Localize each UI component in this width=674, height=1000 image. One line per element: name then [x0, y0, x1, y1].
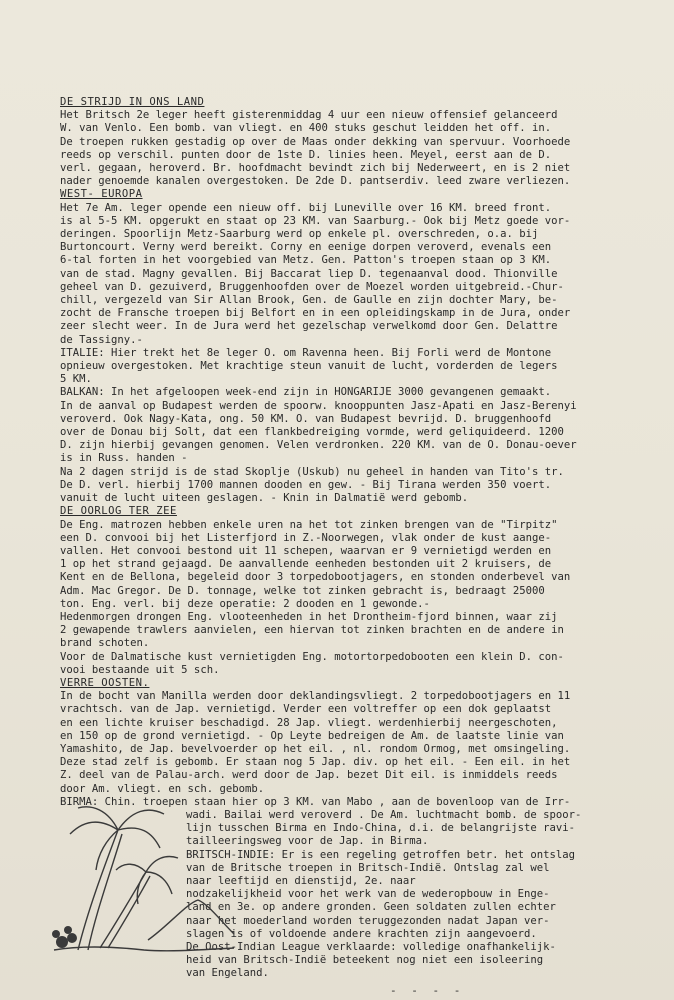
text-line: veroverd. Ook Nagy-Kata, ong. 50 KM. O. van Budapest bevrijd. D. bruggenhoofd: [60, 412, 552, 425]
text-line: Z. deel van de Palau-arch. werd door de Jap. bezet Dit eil. is inmiddels reeds: [60, 769, 558, 782]
footer-dashes: - - - -: [390, 984, 465, 997]
text-line: 2 gewapende trawlers aanvielen, een hiervan tot zinken brachten en de andere in: [60, 624, 564, 637]
text-line: Na 2 dagen strijd is de stad Skoplje (Uskub) nu geheel in handen van Tito's tr.: [60, 465, 564, 478]
section-heading-west: WEST- EUROPA: [60, 188, 143, 201]
text-line: is in Russ. handen -: [60, 452, 188, 465]
text-line: slagen is of voldoende andere krachten zijn aangevoerd.: [186, 927, 537, 940]
text-line: 1 op het strand gejaagd. De aanvallende eenheden bestonden uit 2 kruisers, de: [60, 558, 552, 571]
section-italie: [60, 347, 632, 387]
text-line: De D. verl. hierbij 1700 mannen dooden en gew. - Bij Tirana werden 350 voert.: [60, 478, 552, 491]
text-line: van Engeland.: [186, 967, 269, 980]
text-line: is al 5-5 KM. opgerukt en staat op 23 KM. van Saarburg.- Ook bij Metz goede vor-: [60, 214, 571, 227]
text-line: Yamashito, de Jap. bevelvoerder op het eil. , nl. rondom Ormog, met omsingeling.: [60, 742, 571, 755]
text-line: van de stad. Magny gevallen. Bij Baccarat liep D. tegenaanval dood. Thionville: [60, 267, 558, 280]
text-line: verl. gegaan, heroverd. Br. hoofdmacht bevindt zich bij Nederweert, en is 2 niet: [60, 162, 571, 175]
text-line: vrachtsch. van de Jap. vernietigd. Verder een voltreffer op een dok geplaatst: [60, 703, 552, 716]
palm-tree-illustration: [48, 800, 238, 960]
text-line: Burtoncourt. Verny werd bereikt. Corny en eenige dorpen veroverd, evenals een: [60, 241, 552, 254]
text-line: Deze stad zelf is gebomb. Er staan nog 5 Jap. div. op het eil. - Een eil. in het: [60, 756, 571, 769]
text-line: zeer slecht weer. In de Jura werd het gezelschap verwelkomd door Gen. Delattre: [60, 320, 558, 333]
text-line: Kent en de Bellona, begeleid door 3 torpedobootjagers, en stonden onderbevel van: [60, 571, 571, 584]
text-line: lijn tusschen Birma en Indo-China, d.i. de belangrijste ravi-: [186, 822, 576, 835]
text-line: een D. convooi bij het Listerfjord in Z.-Noorwegen, vlak onder de kust aange-: [60, 531, 552, 544]
text-line: vallen. Het convooi bestond uit 11 schepen, waarvan er 9 vernietigd werden en: [60, 544, 552, 557]
text-line: brand schoten.: [60, 637, 150, 650]
section-front: [60, 96, 632, 188]
text-line: BRITSCH-INDIE: Er is een regeling getroffen betr. het ontslag: [186, 848, 576, 861]
text-line: Hedenmorgen drongen Eng. vlooteenheden in het Drontheim-fjord binnen, waar zij: [60, 610, 558, 623]
text-line: geheel van D. gezuiverd, Bruggenhoofden over de Moezel worden uitgebreid.-Chur-: [60, 280, 564, 293]
text-line: vanuit de lucht uiteen geslagen. - Knin in Dalmatië werd gebomb.: [60, 492, 469, 505]
text-line: 5 KM.: [60, 373, 92, 386]
text-line: wadi. Bailai werd veroverd . De Am. luchtmacht bomb. de spoor-: [186, 808, 582, 821]
text-line: land en 3e. op andere gronden. Geen soldaten zullen echter: [186, 901, 556, 914]
text-line: opnieuw overgestoken. Met krachtige steun vanuit de lucht, vorderden de legers: [60, 360, 558, 373]
section-balkan: [60, 386, 632, 505]
text-line: De Eng. matrozen hebben enkele uren na het tot zinken brengen van de "Tirpitz": [60, 518, 558, 531]
text-line: W. van Venlo. Een bomb. van vliegt. en 400 stuks geschut leidden het off. in.: [60, 122, 552, 135]
text-line: In de bocht van Manilla werden door deklandingsvliegt. 2 torpedobootjagers en 11: [60, 690, 571, 703]
text-line: chill, vergezeld van Sir Allan Brook, Gen. de Gaulle en zijn dochter Mary, be-: [60, 294, 558, 307]
text-line: D. zijn hierbij gevangen genomen. Velen verdronken. 220 KM. van de O. Donau-oever: [60, 439, 577, 452]
section-west-europa: [60, 188, 632, 346]
text-line: reeds op verschil. punten door de 1ste D. linies heen. Meyel, eerst aan de D.: [60, 148, 552, 161]
section-zee: [60, 505, 632, 677]
text-line: De Oost-Indian League verklaarde: volledige onafhankelijk-: [186, 941, 556, 953]
text-line: heid van Britsch-Indië beteekent nog niet een isoleering: [186, 954, 544, 967]
text-line: door Am. vliegt. en sch. gebomb.: [60, 782, 265, 795]
section-heading-oosten: VERRE OOSTEN.: [60, 676, 150, 689]
text-line: ton. Eng. verl. bij deze operatie: 2 dooden en 1 gewonde.-: [60, 597, 430, 610]
text-line: de Tassigny.-: [60, 333, 143, 346]
text-line: Voor de Dalmatische kust vernietigden Eng. motortorpedobooten een klein D. con-: [60, 650, 564, 663]
text-line: deringen. Spoorlijn Metz-Saarburg werd op enkele pl. overschreden, o.a. bij: [60, 228, 539, 241]
text-line: naar het moederland worden teruggezonden nadat Japan ver-: [186, 914, 550, 927]
text-line: tailleeringsweg voor de Jap. in Birma.: [186, 835, 429, 848]
text-line: De troepen rukken gestadig op over de Maas onder dekking van spervuur. Voorhoede: [60, 135, 571, 148]
section-heading-zee: DE OORLOG TER ZEE: [60, 505, 177, 518]
text-line: ITALIE: Hier trekt het 8e leger O. om Ravenna heen. Bij Forli werd de Montone: [60, 346, 552, 359]
text-line: BALKAN: In het afgeloopen week-end zijn in HONGARIJE 3000 gevangenen gemaakt.: [60, 386, 552, 399]
text-line: naar leeftijd en dienstijd, 2e. naar: [186, 874, 416, 887]
text-line: nader genoemde kanalen overgestoken. De 2de D. pantserdiv. leed zware verliezen.: [60, 175, 571, 188]
text-line: Het Britsch 2e leger heeft gisterenmiddag 4 uur een nieuw offensief gelanceerd: [60, 109, 558, 122]
text-line: zocht de Fransche troepen bij Belfort en in een opleidingskamp in de Jura, onder: [60, 307, 571, 320]
text-line: nodzakelijkheid voor het werk van de wederopbouw in Enge-: [186, 888, 550, 901]
text-line: over de Donau bij Solt, dat een flankbedreiging vormde, werd geliquideerd. 1200: [60, 426, 564, 439]
text-line: vooi bestaande uit 5 sch.: [60, 663, 220, 676]
text-line: Het 7e Am. leger opende een nieuw off. bij Luneville over 16 KM. breed front.: [60, 201, 552, 214]
text-line: BIRMA: Chin. troepen staan hier op 3 KM. van Mabo , aan de bovenloop van de Irr-: [60, 795, 571, 808]
text-line: en een lichte kruiser beschadigd. 28 Jap. vliegt. werdenhierbij neergeschoten,: [60, 716, 558, 729]
text-line: van de Britsche troepen in Britsch-Indië. Ontslag zal wel: [186, 861, 550, 874]
text-line: Adm. Mac Gregor. De D. tonnage, welke tot zinken gebracht is, bedraagt 25000: [60, 584, 545, 597]
text-line: 6-tal forten in het voorgebied van Metz. Gen. Patton's troepen staan op 3 KM.: [60, 254, 552, 267]
text-line: In de aanval op Budapest werden de spoorw. knooppunten Jasz-Apati en Jasz-Berenyi: [60, 399, 577, 412]
burma-india-block: [186, 809, 632, 981]
text-line: en 150 op de grond vernietigd. - Op Leyte bedreigen de Am. de laatste linie van: [60, 729, 564, 742]
section-heading-front: DE STRIJD IN ONS LAND: [60, 96, 205, 108]
